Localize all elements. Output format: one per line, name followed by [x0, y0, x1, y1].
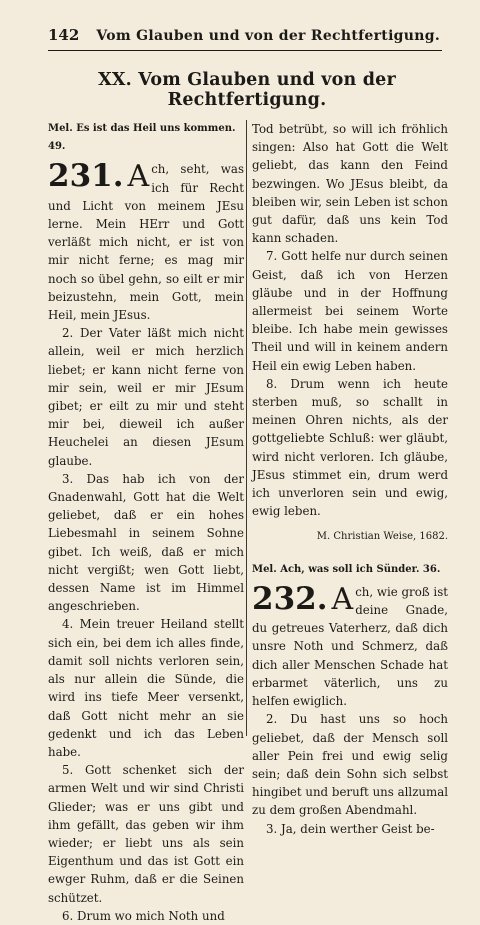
hymn-231-verse-1: ch, seht, was ich für Recht und Licht von meinem JEsu lerne. Mein HErr und Gott verläßt mich nicht, er ist von mir nicht ferne; es mag mir noch so übel gehn, so eilt er mir beizustehn, mein Gott, mein Heil, mein JEsus.: [48, 162, 244, 323]
header-rule: [48, 50, 442, 51]
hymn-231-verse-3: 3. Das hab ich von der Gnadenwahl, Gott hat die Welt geliebet, daß er ein hohes Liebesmahl in seinem Sohne gibet. Ich weiß, daß er mich nicht vergißt; wen Gott liebt, dessen Name ist im Himmel angeschrieben.: [48, 471, 244, 614]
hymn-231: [48, 160, 244, 925]
hymn-231-number: 231.: [48, 158, 124, 195]
page-number: 142: [48, 26, 80, 44]
hymn-231-verse-6-end: Tod betrübt, so will ich fröhlich singen: Also hat Gott die Welt geliebt, das kann den Feind bezwingen. Wo JEsus bleibt, da bleiben wir, sein Leben ist schon gut dafür, daß uns kein Tod kann schaden.: [252, 122, 448, 246]
hymn-231-verse-6-start: 6. Drum wo mich Noth und: [62, 908, 225, 923]
hymn-231-verse-7: 7. Gott helfe nur durch seinen Geist, daß ich von Herzen gläube und in der Hoffnung allermeist bei seinem Worte bleibe. Ich habe mein gewisses Theil und will in keinem andern Heil ein ewig Leben haben.: [252, 249, 448, 373]
column-divider: [246, 120, 247, 736]
hymn-231-verse-8: 8. Drum wenn ich heute sterben muß, so schallt in meinen Ohren nichts, als der gottgeliebte Schluß: wer gläubt, wird nicht verloren. Ich gläube, JEsus stimmet ein, drum werd ich unverloren sein und ewig, ewig leben.: [252, 376, 448, 519]
hymn-232-verse-1: ch, wie groß ist deine Gnade, du getreues Vaterherz, daß dich unsre Noth und Schmerz, daß dich aller Menschen Schade hat erbarmet väterlich, uns zu helfen ewiglich.: [252, 584, 448, 709]
hymn-232-verse-2: 2. Du hast uns so hoch geliebet, daß der Mensch soll aller Pein frei und ewig selig sein; daß dein Sohn sich selbst hingibet und beruft uns allzumal zu dem großen Abendmahl.: [252, 712, 448, 818]
chapter-title: XX. Vom Glauben und von der Rechtfertigung.: [98, 70, 396, 110]
hymn-232-number: 232.: [252, 580, 328, 617]
left-column: [48, 120, 244, 925]
hymn-231-verse-4: 4. Mein treuer Heiland stellt sich ein, bei dem ich alles finde, damit soll nichts verloren sein, als nur allein die Sünde, die wird ins tiefe Meer versenkt, daß Gott nicht mehr an sie gedenkt und ich das Leben habe.: [48, 617, 244, 759]
hymn-231-verse-2: 2. Der Vater läßt mich nicht allein, weil er mich herzlich liebet; er kann nicht ferne von mir sein, weil er mir JEsum gibet; er eilt zu mir und steht mir bei, dieweil ich außer Heuchelei an diesen JEsum glaube.: [48, 326, 244, 468]
hymn-231-melody: Mel. Es ist das Heil uns kommen. 49.: [48, 123, 236, 153]
right-column: [252, 120, 448, 838]
hymn-232-verse-3-start: 3. Ja, dein werther Geist be-: [266, 821, 435, 836]
hymn-231-initial: A: [127, 159, 150, 195]
running-title: Vom Glauben und von der Rechtfertigung.: [96, 28, 440, 44]
hymn-232-melody: Mel. Ach, was soll ich Sünder. 36.: [252, 563, 441, 575]
hymn-231-author: M. Christian Weise, 1682.: [316, 531, 448, 543]
hymn-232: [252, 580, 448, 838]
hymn-231-verse-5: 5. Gott schenket sich der armen Welt und wir sind Christi Glieder; was er uns gibt und ihm gefällt, das geben wir ihm wieder; er liebt uns als sein Eigenthum und das ist Gott ein ewger Ruhm, daß er die Seinen schützet.: [48, 763, 244, 905]
hymn-232-initial: A: [331, 581, 354, 617]
running-header: [48, 26, 440, 44]
